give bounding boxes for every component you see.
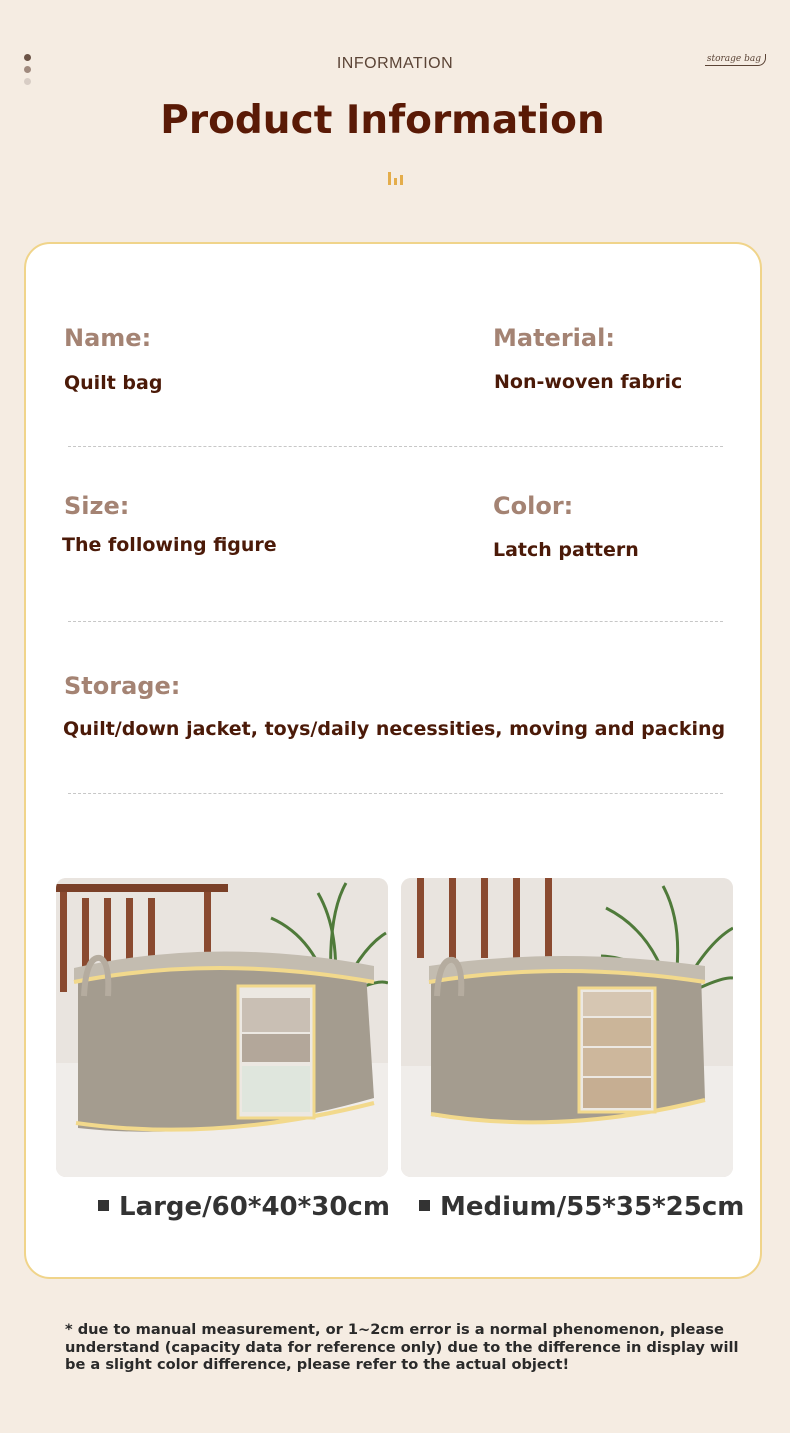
name-value: Quilt bag bbox=[64, 372, 163, 394]
storage-bag-tagline: storage bag bbox=[705, 54, 766, 66]
material-value: Non-woven fabric bbox=[494, 371, 683, 393]
size-value: The following figure bbox=[62, 534, 277, 556]
material-label: Material: bbox=[493, 324, 615, 352]
large-bag-photo bbox=[56, 878, 388, 1177]
dot-icon bbox=[24, 78, 31, 85]
bar-ornament-icon bbox=[388, 171, 404, 185]
medium-size-label: Medium/55*35*25cm bbox=[419, 1192, 744, 1222]
large-size-label: Large/60*40*30cm bbox=[98, 1192, 390, 1222]
storage-label: Storage: bbox=[64, 672, 181, 700]
page-title: Product Information bbox=[160, 98, 605, 143]
disclaimer-footnote: * due to manual measurement, or 1~2cm error is a normal phenomenon, please understand (capacity data for reference only) due to the difference in display will be a slight color difference, please refer to the actual object! bbox=[65, 1321, 739, 1373]
storage-value: Quilt/down jacket, toys/daily necessities, moving and packing bbox=[63, 718, 726, 740]
color-value: Latch pattern bbox=[493, 539, 639, 561]
product-info-card bbox=[24, 242, 762, 1279]
section-kicker: INFORMATION bbox=[336, 55, 454, 72]
square-bullet-icon bbox=[419, 1200, 430, 1211]
divider bbox=[68, 621, 723, 622]
divider bbox=[68, 446, 723, 447]
color-label: Color: bbox=[493, 492, 574, 520]
square-bullet-icon bbox=[98, 1200, 109, 1211]
medium-bag-photo bbox=[401, 878, 733, 1177]
size-label: Size: bbox=[64, 492, 130, 520]
divider bbox=[68, 793, 723, 794]
name-label: Name: bbox=[64, 324, 152, 352]
